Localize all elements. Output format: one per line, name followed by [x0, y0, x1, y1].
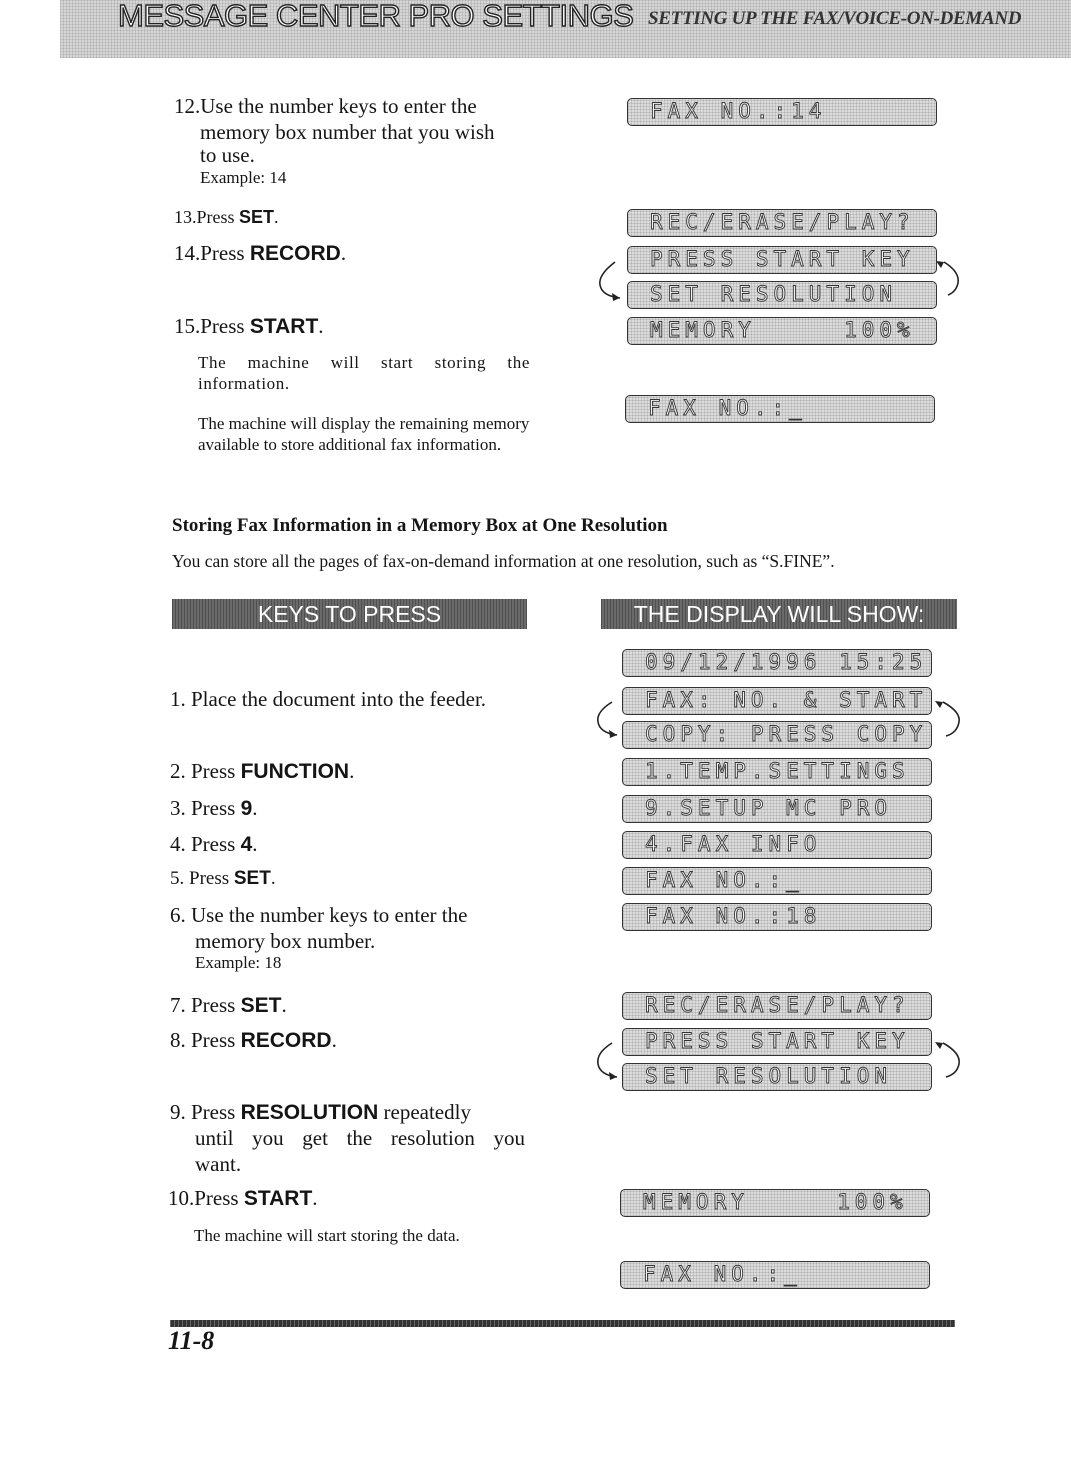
lcd-display: MEMORY 100%: [620, 1189, 930, 1217]
lcd-display: PRESS START KEY: [622, 1028, 932, 1056]
lcd-display: COPY: PRESS COPY: [622, 721, 932, 749]
arrowhead: [935, 1042, 943, 1049]
lcd-display: REC/ERASE/PLAY?: [622, 992, 932, 1020]
lcd-display: FAX NO.:_: [620, 1261, 930, 1289]
footer-rule: [170, 1320, 955, 1327]
lcd-display: 09/12/1996 15:25: [622, 649, 932, 677]
step-10: 10.Press START.: [168, 1186, 318, 1210]
step-6-example: Example: 18: [195, 953, 282, 972]
lcd-display: FAX NO.:14: [627, 98, 937, 126]
section-title: Storing Fax Information in a Memory Box at One Resolution: [172, 515, 668, 536]
alternate-arrow-left: [600, 262, 620, 298]
step-15: 15.Press START.: [174, 314, 324, 338]
step-12-line-2: memory box number that you wish: [200, 120, 495, 144]
step-15-note-1: The machine will start storing the information.: [198, 353, 530, 393]
step-2: 2. Press FUNCTION.: [170, 759, 355, 783]
step-5: 5. Press SET.: [170, 868, 276, 889]
step-6: 6. Use the number keys to enter the: [170, 903, 468, 927]
lcd-display: 9.SETUP MC PRO: [622, 795, 932, 823]
alternate-arrow-left: [598, 702, 617, 735]
lcd-display: FAX NO.:_: [625, 395, 935, 423]
step-8: 8. Press RECORD.: [170, 1028, 337, 1052]
lcd-display: FAX NO.:_: [622, 867, 932, 895]
lcd-display: SET RESOLUTION: [622, 1063, 932, 1091]
lcd-display: PRESS START KEY: [627, 246, 937, 274]
step-4: 4. Press 4.: [170, 832, 258, 856]
step-12: 12.Use the number keys to enter the: [174, 94, 477, 118]
lcd-display: 1.TEMP.SETTINGS: [622, 758, 932, 786]
lcd-display: 4.FAX INFO: [622, 831, 932, 859]
lcd-display: FAX NO.:18: [622, 903, 932, 931]
alternate-arrow-left: [598, 1043, 617, 1077]
page-subtitle: SETTING UP THE FAX/VOICE-ON-DEMAND: [648, 8, 1022, 29]
step-14: 14.Press RECORD.: [174, 241, 347, 265]
arrowhead: [609, 730, 617, 738]
alternate-arrow-right: [943, 1043, 959, 1077]
alternate-arrow-right: [944, 262, 958, 295]
step-13: 13.Press SET.: [174, 207, 279, 227]
step-6-line-2: memory box number.: [195, 929, 376, 953]
step-12-example: Example: 14: [200, 168, 287, 187]
lcd-display: MEMORY 100%: [627, 317, 937, 345]
page-number: 11-8: [168, 1326, 215, 1355]
step-12-line-3: to use.: [200, 143, 255, 167]
step-3: 3. Press 9.: [170, 796, 258, 820]
step-9-line-2: until you get the resolution you: [195, 1126, 525, 1150]
step-1: 1. Place the document into the feeder.: [170, 687, 487, 711]
step-10-note: The machine will start storing the data.: [194, 1226, 460, 1245]
step-15-note-2: The machine will display the remaining memory available to store additional fax information.: [198, 414, 530, 454]
arrowhead: [609, 1072, 617, 1080]
lcd-display: REC/ERASE/PLAY?: [627, 209, 937, 237]
step-9-line-3: want.: [195, 1152, 242, 1176]
section-text: You can store all the pages of fax-on-demand information at one resolution, such as “S.FINE”.: [172, 551, 835, 571]
arrowhead: [612, 293, 620, 301]
lcd-display: SET RESOLUTION: [627, 281, 937, 309]
alternate-arrow-right: [943, 702, 959, 736]
arrowhead: [935, 701, 943, 708]
arrowhead: [936, 261, 944, 268]
keys-to-press-header: KEYS TO PRESS: [172, 599, 527, 629]
step-7: 7. Press SET.: [170, 993, 287, 1017]
display-will-show-header: THE DISPLAY WILL SHOW:: [601, 599, 957, 629]
lcd-display: FAX: NO. & START: [622, 687, 932, 715]
page-title: MESSAGE CENTER PRO SETTINGS: [118, 0, 634, 33]
step-9: 9. Press RESOLUTION repeatedly: [170, 1100, 471, 1124]
